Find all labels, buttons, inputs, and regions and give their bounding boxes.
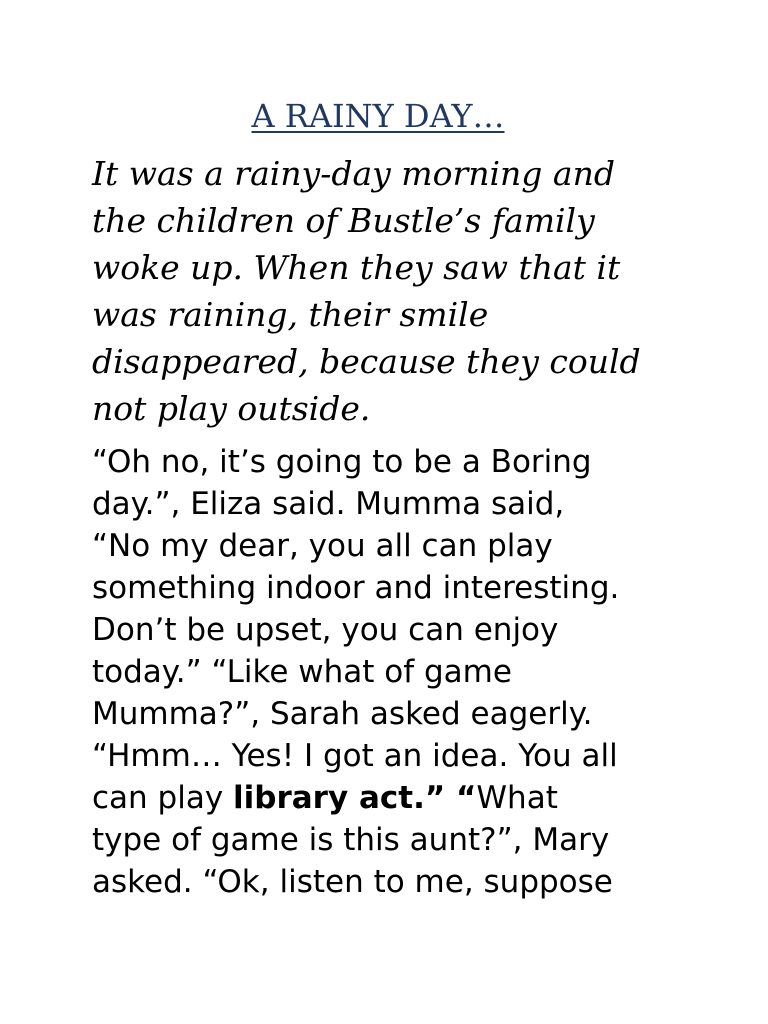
intro-line: It was a rainy-day morning and [92, 154, 615, 193]
intro-line: not play outside. [92, 389, 371, 428]
story-line: “Oh no, it’s going to be a Boring [92, 444, 592, 480]
intro-line: the children of Bustle’s family [92, 201, 595, 240]
story-line: day.”, Eliza said. Mumma said, [92, 486, 565, 522]
intro-paragraph [92, 150, 712, 432]
story-line: Don’t be upset, you can enjoy [92, 612, 559, 648]
story-line: type of game is this aunt?”, Mary [92, 822, 610, 858]
story-line: Mumma?”, Sarah asked eagerly. [92, 696, 593, 732]
story-text: can play [92, 780, 234, 816]
bold-phrase: library act.” “ [233, 780, 477, 816]
story-line: something indoor and interesting. [92, 570, 620, 606]
intro-line: woke up. When they saw that it [92, 248, 621, 287]
story-line: asked. “Ok, listen to me, suppose [92, 864, 613, 900]
story-paragraph [92, 441, 732, 903]
intro-line: was raining, their smile [92, 295, 489, 334]
story-line: today.” “Like what of game [92, 654, 512, 690]
document-title: A RAINY DAY… [251, 97, 505, 135]
story-line: “No my dear, you all can play [92, 528, 553, 564]
story-line [92, 777, 732, 819]
story-text: What [476, 780, 558, 816]
intro-line: disappeared, because they could [92, 342, 641, 381]
story-line: “Hmm… Yes! I got an idea. You all [92, 738, 618, 774]
